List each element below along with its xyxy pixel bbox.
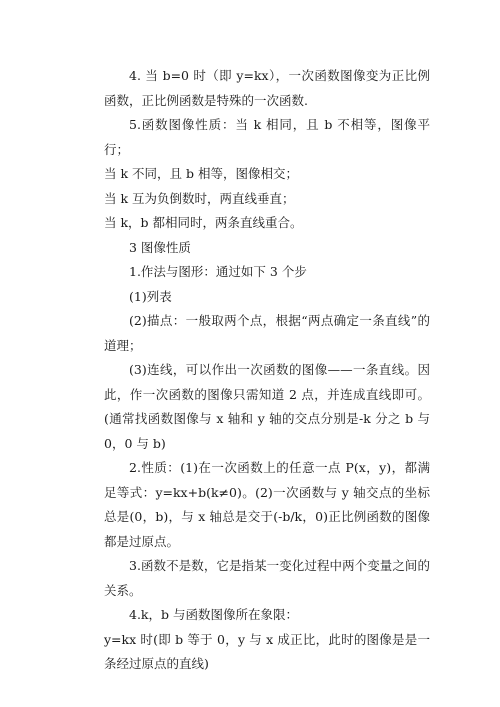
paragraph-proportional-function: 4. 当 b=0 时（即 y=kx），一次函数图像变为正比例函数，正比例函数是特殊的一次函数. — [104, 68, 430, 108]
paragraph-graph-properties-parallel: 5.函数图像性质：当 k 相同，且 b 不相等，图像平行； — [104, 117, 430, 157]
paragraph-properties-intercepts: 2.性质：(1)在一次函数上的任意一点 P(x，y)，都满足等式：y=kx+b(k≠0)。(2)一次函数与 y 轴交点的坐标总是(0，b)，与 x 轴总是交于(-b/k，0)正比例函数的图像都是过原点。 — [104, 460, 430, 549]
paragraph-step-plot-points: (2)描点：一般取两个点，根据“两点确定一条直线”的道理； — [104, 313, 430, 353]
section-heading-graph-properties: 3 图像性质 — [129, 239, 191, 255]
paragraph-step-table: (1)列表 — [129, 288, 172, 304]
paragraph-function-not-number: 3.函数不是数，它是指某一变化过程中两个变量之间的关系。 — [104, 558, 430, 598]
paragraph-step-connect-line: (3)连线，可以作出一次函数的图像——一条直线。因此，作一次函数的图像只需知道 2 点，并连成直线即可。(通常找函数图像与 x 轴和 y 轴的交点分别是-k 分之 b 与 0，0 与 b) — [104, 362, 430, 451]
paragraph-quadrants-heading: 4.k，b 与函数图像所在象限： — [129, 607, 298, 622]
paragraph-graph-properties-perpendicular: 当 k 互为负倒数时，两直线垂直； — [104, 190, 295, 206]
paragraph-graph-properties-coincide: 当 k，b 都相同时，两条直线重合。 — [104, 215, 303, 230]
paragraph-y-equals-kx: y=kx 时(即 b 等于 0，y 与 x 成正比，此时的图像是是一条经过原点的直线) — [104, 631, 430, 671]
paragraph-graph-properties-intersect: 当 k 不同，且 b 相等，图像相交； — [104, 166, 298, 181]
paragraph-method-steps: 1.作法与图形：通过如下 3 个步 — [129, 264, 307, 279]
document-body — [104, 64, 430, 677]
